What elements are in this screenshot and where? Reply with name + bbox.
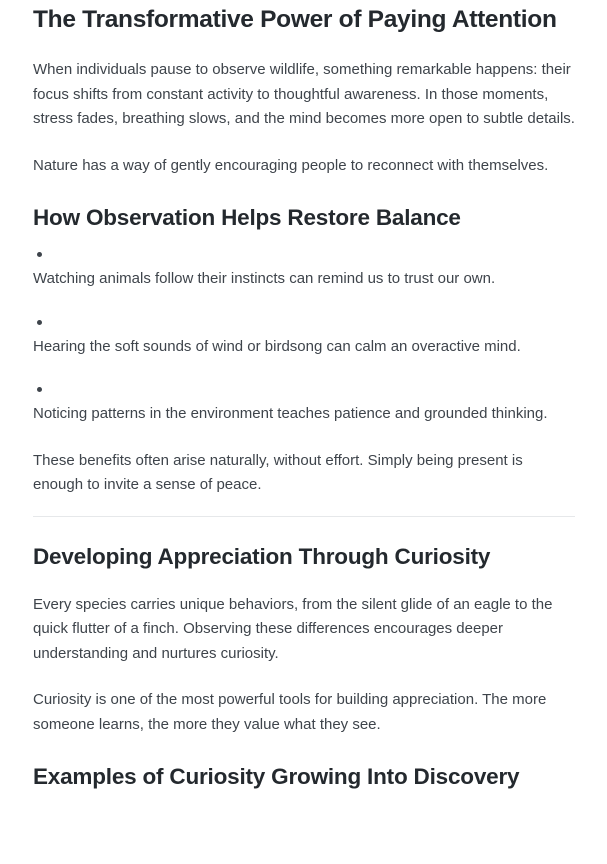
article-body xyxy=(0,4,607,791)
section-heading-appreciation: Developing Appreciation Through Curiosity xyxy=(33,543,491,569)
bullet-list xyxy=(33,252,575,427)
section-heading-examples: Examples of Curiosity Growing Into Discovery xyxy=(33,764,520,789)
list-item xyxy=(33,320,575,360)
list-item-text: Watching animals follow their instincts can remind us to trust our own. xyxy=(33,270,496,287)
bullet-icon xyxy=(37,252,42,257)
list-item-text: Hearing the soft sounds of wind or birdsong can calm an overactive mind. xyxy=(33,337,521,355)
appreciation-paragraph-2: Curiosity is one of the most powerful tools for building appreciation. The more someone learns, the more they value what they see. xyxy=(33,691,547,733)
list-item-text: Noticing patterns in the environment teaches patience and grounded thinking. xyxy=(33,405,548,422)
list-item xyxy=(33,387,575,427)
closing-paragraph: These benefits often arise naturally, without effort. Simply being present is enough to invite a sense of peace. xyxy=(33,451,523,493)
list-item xyxy=(33,252,575,292)
intro-paragraph-1: When individuals pause to observe wildlife, something remarkable happens: their focus shifts from constant activity to thoughtful awareness. In those moments, stress fades, breathing slows, and the mind becomes more open to subtle details. xyxy=(33,61,575,127)
bullet-icon xyxy=(37,320,42,325)
section-divider xyxy=(33,516,575,517)
appreciation-paragraph-1: Every species carries unique behaviors, from the silent glide of an eagle to the quick flutter of a finch. Observing these differences encourages deeper understanding and nurtures curiosity. xyxy=(33,595,553,662)
bullet-icon xyxy=(37,387,42,392)
section-heading-observation: How Observation Helps Restore Balance xyxy=(33,205,461,230)
page-title: The Transformative Power of Paying Attention xyxy=(33,6,557,33)
intro-paragraph-2: Nature has a way of gently encouraging people to reconnect with themselves. xyxy=(33,156,549,174)
